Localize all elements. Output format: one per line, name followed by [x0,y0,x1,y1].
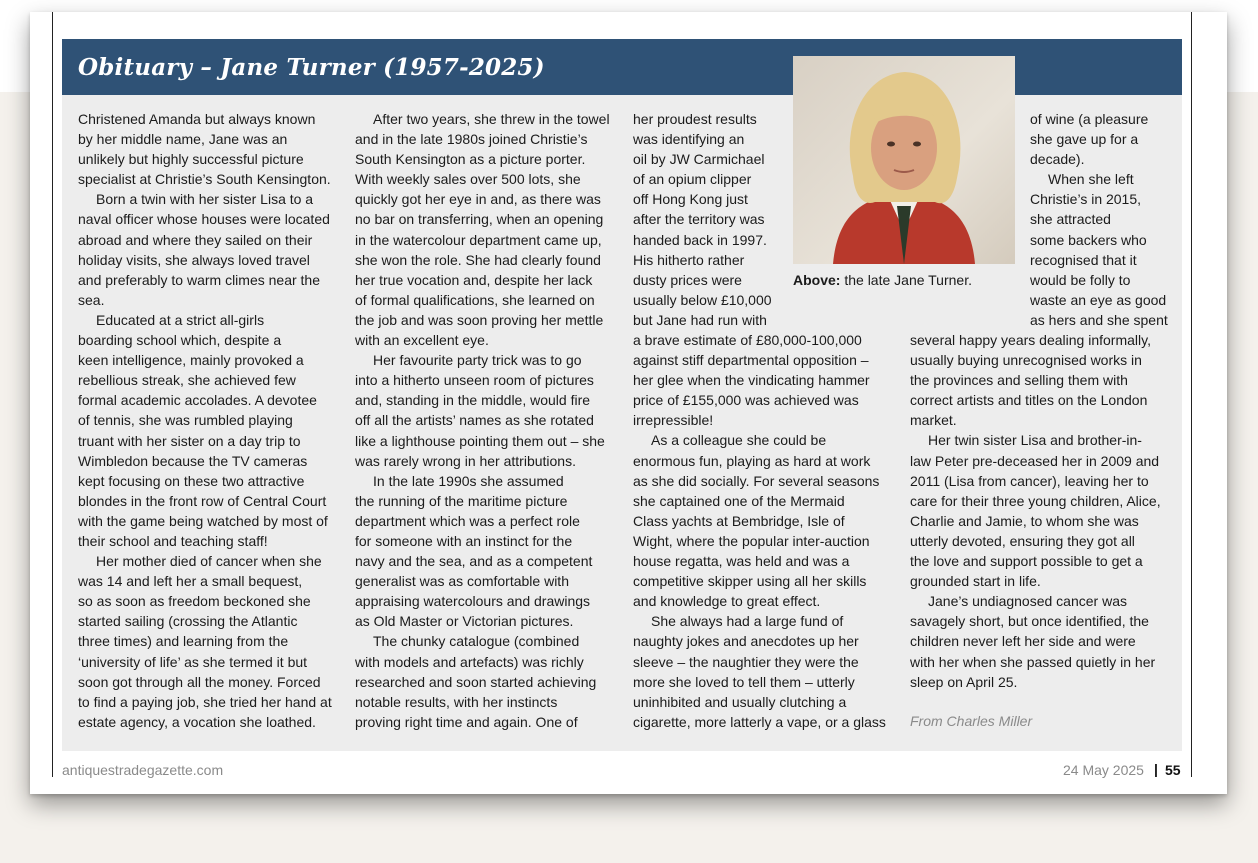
text-line: Born a twin with her sister Lisa to a [96,191,314,208]
text-line: She always had a large fund of [651,613,844,630]
text-line: specialist at Christie’s South Kensington. [78,171,331,188]
text-line: care for their three young children, Alice, [910,492,1161,509]
text-line: as hers and she spent [1030,311,1168,328]
text-line: with models and artefacts) was richly [355,653,584,670]
text-line: of formal qualifications, she learned on [355,291,595,308]
text-line: In the late 1990s she assumed [373,472,564,489]
text-line: sea. [78,291,105,308]
text-line: law Peter pre-deceased her in 2009 and [910,452,1160,469]
text-line: boarding school which, despite a [78,332,282,349]
text-line: she gave up for a [1030,131,1139,148]
text-line: as Old Master or Victorian pictures. [355,613,574,630]
text-line: in the watercolour department came up, [355,231,602,248]
text-line: abroad and where they sailed on their [78,231,313,248]
text-line: With weekly sales over 500 lots, she [355,171,581,188]
text-line: was rarely wrong in her attributions. [355,452,576,469]
text-line: Educated at a strict all-girls [96,311,265,328]
column-3-top [633,109,772,330]
column-2 [355,109,610,732]
text-line: kept focusing on these two attractive [78,472,305,489]
text-line: waste an eye as good [1030,291,1167,308]
text-line: holiday visits, she always loved travel [78,251,310,268]
text-line: navy and the sea, and as a competent [355,553,593,570]
text-line: dusty prices were [633,271,742,288]
text-line: by her middle name, Jane was an [78,131,288,148]
text-line: savagely short, but once identified, the [910,613,1149,630]
footer-website: antiquestradegazette.com [62,762,224,778]
text-line: correct artists and titles on the London [910,392,1148,409]
text-line: Her twin sister Lisa and brother-in- [928,432,1142,449]
text-line: After two years, she threw in the towel [373,111,610,127]
text-line: sleep on April 25. [910,673,1018,690]
text-line: naughty jokes and anecdotes up her [633,633,859,650]
text-line: rebellious streak, she achieved few [78,372,296,389]
photo-caption [793,270,972,290]
text-line: to find a paying job, she tried her hand at [78,693,332,710]
text-line: Christie’s in 2015, [1030,191,1142,208]
column-1 [78,109,332,732]
text-line: Class yachts at Bembridge, Isle of [633,512,845,529]
article-title: Obituary – Jane Turner (1957-2025) [78,54,545,81]
text-line: the running of the maritime picture [355,492,568,509]
text-line: usually buying unrecognised works in [910,352,1142,369]
text-line: was identifying an [633,131,745,148]
text-line: irrepressible! [633,412,714,429]
column-4-top [1030,109,1168,330]
text-line: usually below £10,000 [633,291,772,308]
text-line: His hitherto rather [633,251,745,268]
text-line: When she left [1048,171,1134,188]
text-line: into a hitherto unseen room of pictures [355,372,594,389]
left-margin-rule [52,12,53,777]
portrait-photo [793,56,1015,264]
text-line: like a lighthouse pointing them out – she [355,432,605,449]
text-line: Christened Amanda but always known [78,111,316,127]
text-line: their school and teaching staff! [78,532,268,549]
author-credit: From Charles Miller [910,713,1033,729]
text-line: started sailing (crossing the Atlantic [78,613,298,630]
text-line: quickly got her eye in and, as there was [355,191,601,208]
column-4-bottom [910,330,1161,692]
text-line: utterly devoted, ensuring they got all [910,532,1135,549]
text-line: notable results, with her instincts [355,693,558,710]
text-line: as she did socially. For several seasons [633,472,880,489]
text-line: Her favourite party trick was to go [373,352,582,369]
text-line: and, standing in the middle, would fire [355,392,591,409]
caption-label: Above: [793,272,841,288]
text-line: generalist was as comfortable with [355,573,569,590]
text-line: the provinces and selling them with [910,372,1128,389]
text-line: ‘university of life’ as she termed it but [78,653,308,670]
text-line: grounded start in life. [910,573,1041,590]
text-line: several happy years dealing informally, [910,332,1151,348]
text-line: of an opium clipper [633,171,752,188]
text-line: proving right time and again. One of [355,713,578,730]
text-line: of wine (a pleasure [1030,111,1149,127]
text-line: market. [910,412,957,429]
text-line: with her when she passed quietly in her [910,653,1156,670]
caption-text: the late Jane Turner. [840,272,972,288]
text-line: appraising watercolours and drawings [355,593,591,610]
text-line: her true vocation and, despite her lack [355,271,593,288]
text-line: and knowledge to great effect. [633,593,821,610]
text-line: blondes in the front row of Central Court [78,492,327,509]
text-line: decade). [1030,151,1085,168]
text-line: of tennis, she was rumbled playing [78,412,293,429]
text-line: The chunky catalogue (combined [373,633,580,650]
text-line: she captained one of the Mermaid [633,492,845,509]
text-line: department which was a perfect role [355,512,580,529]
text-line: estate agency, a vocation she loathed. [78,713,316,730]
text-line: house regatta, was held and was a [633,553,850,570]
text-line: researched and soon started achieving [355,673,597,690]
text-line: three times) and learning from the [78,633,289,650]
text-line: a brave estimate of £80,000-100,000 [633,332,862,348]
text-line: with the game being watched by most of [78,512,328,529]
text-line: more she loved to tell them – utterly [633,673,855,690]
text-line: competitive skipper using all her skills [633,573,867,590]
footer-date: 24 May 2025 [1063,762,1144,778]
text-line: uninhibited and usually clutching a [633,693,847,710]
text-line: and preferably to warm climes near the [78,271,320,288]
text-line: children never left her side and were [910,633,1136,650]
text-line: formal academic accolades. A devotee [78,392,317,409]
text-line: the love and support possible to get a [910,553,1143,570]
text-line: 2011 (Lisa from cancer), leaving her to [910,472,1149,489]
magazine-page [30,12,1227,794]
text-line: Jane’s undiagnosed cancer was [928,593,1127,610]
text-line: keen intelligence, mainly provoked a [78,352,304,369]
text-line: South Kensington as a picture porter. [355,151,586,168]
text-line: truant with her sister on a day trip to [78,432,301,449]
text-line: Charlie and Jamie, to whom she was [910,512,1139,529]
text-line: soon got through all the money. Forced [78,673,321,690]
text-line: off Hong Kong just [633,191,748,208]
text-line: her glee when the vindicating hammer [633,372,870,389]
text-line: Her mother died of cancer when she [96,553,322,570]
text-line: recognised that it [1030,251,1137,268]
text-line: off all the artists’ names as she rotated [355,412,594,429]
footer-separator: | [1154,761,1158,777]
column-3-bottom [633,330,886,732]
text-line: and in the late 1980s joined Christie’s [355,131,588,148]
text-line: some backers who [1030,231,1147,248]
page-number: 55 [1165,762,1181,778]
text-line: sleeve – the naughtier they were the [633,653,859,670]
text-line: but Jane had run with [633,311,767,328]
text-line: As a colleague she could be [651,432,827,449]
text-line: she attracted [1030,211,1111,228]
text-line: unlikely but highly successful picture [78,151,304,168]
text-line: Wimbledon because the TV cameras [78,452,308,469]
text-line: no bar on transferring, when an opening [355,211,604,228]
text-line: she won the role. She had clearly found [355,251,601,268]
text-line: handed back in 1997. [633,231,767,248]
text-line: Wight, where the popular inter-auction [633,532,870,549]
text-line: cigarette, more latterly a vape, or a glass [633,713,886,730]
portrait-illustration [793,56,1015,264]
text-line: for someone with an instinct for the [355,532,573,549]
text-line: enormous fun, playing as hard at work [633,452,871,469]
text-line: was 14 and left her a small bequest, [78,573,303,590]
right-margin-rule [1191,12,1192,777]
text-line: so as soon as freedom beckoned she [78,593,311,610]
text-line: naval officer whose houses were located [78,211,330,228]
text-line: with an excellent eye. [355,332,489,349]
text-line: her proudest results [633,111,757,127]
text-line: would be folly to [1030,271,1131,288]
text-line: oil by JW Carmichael [633,151,765,168]
text-line: against stiff departmental opposition – [633,352,869,369]
text-line: price of £155,000 was achieved was [633,392,859,409]
text-line: after the territory was [633,211,765,228]
text-line: the job and was soon proving her mettle [355,311,604,328]
